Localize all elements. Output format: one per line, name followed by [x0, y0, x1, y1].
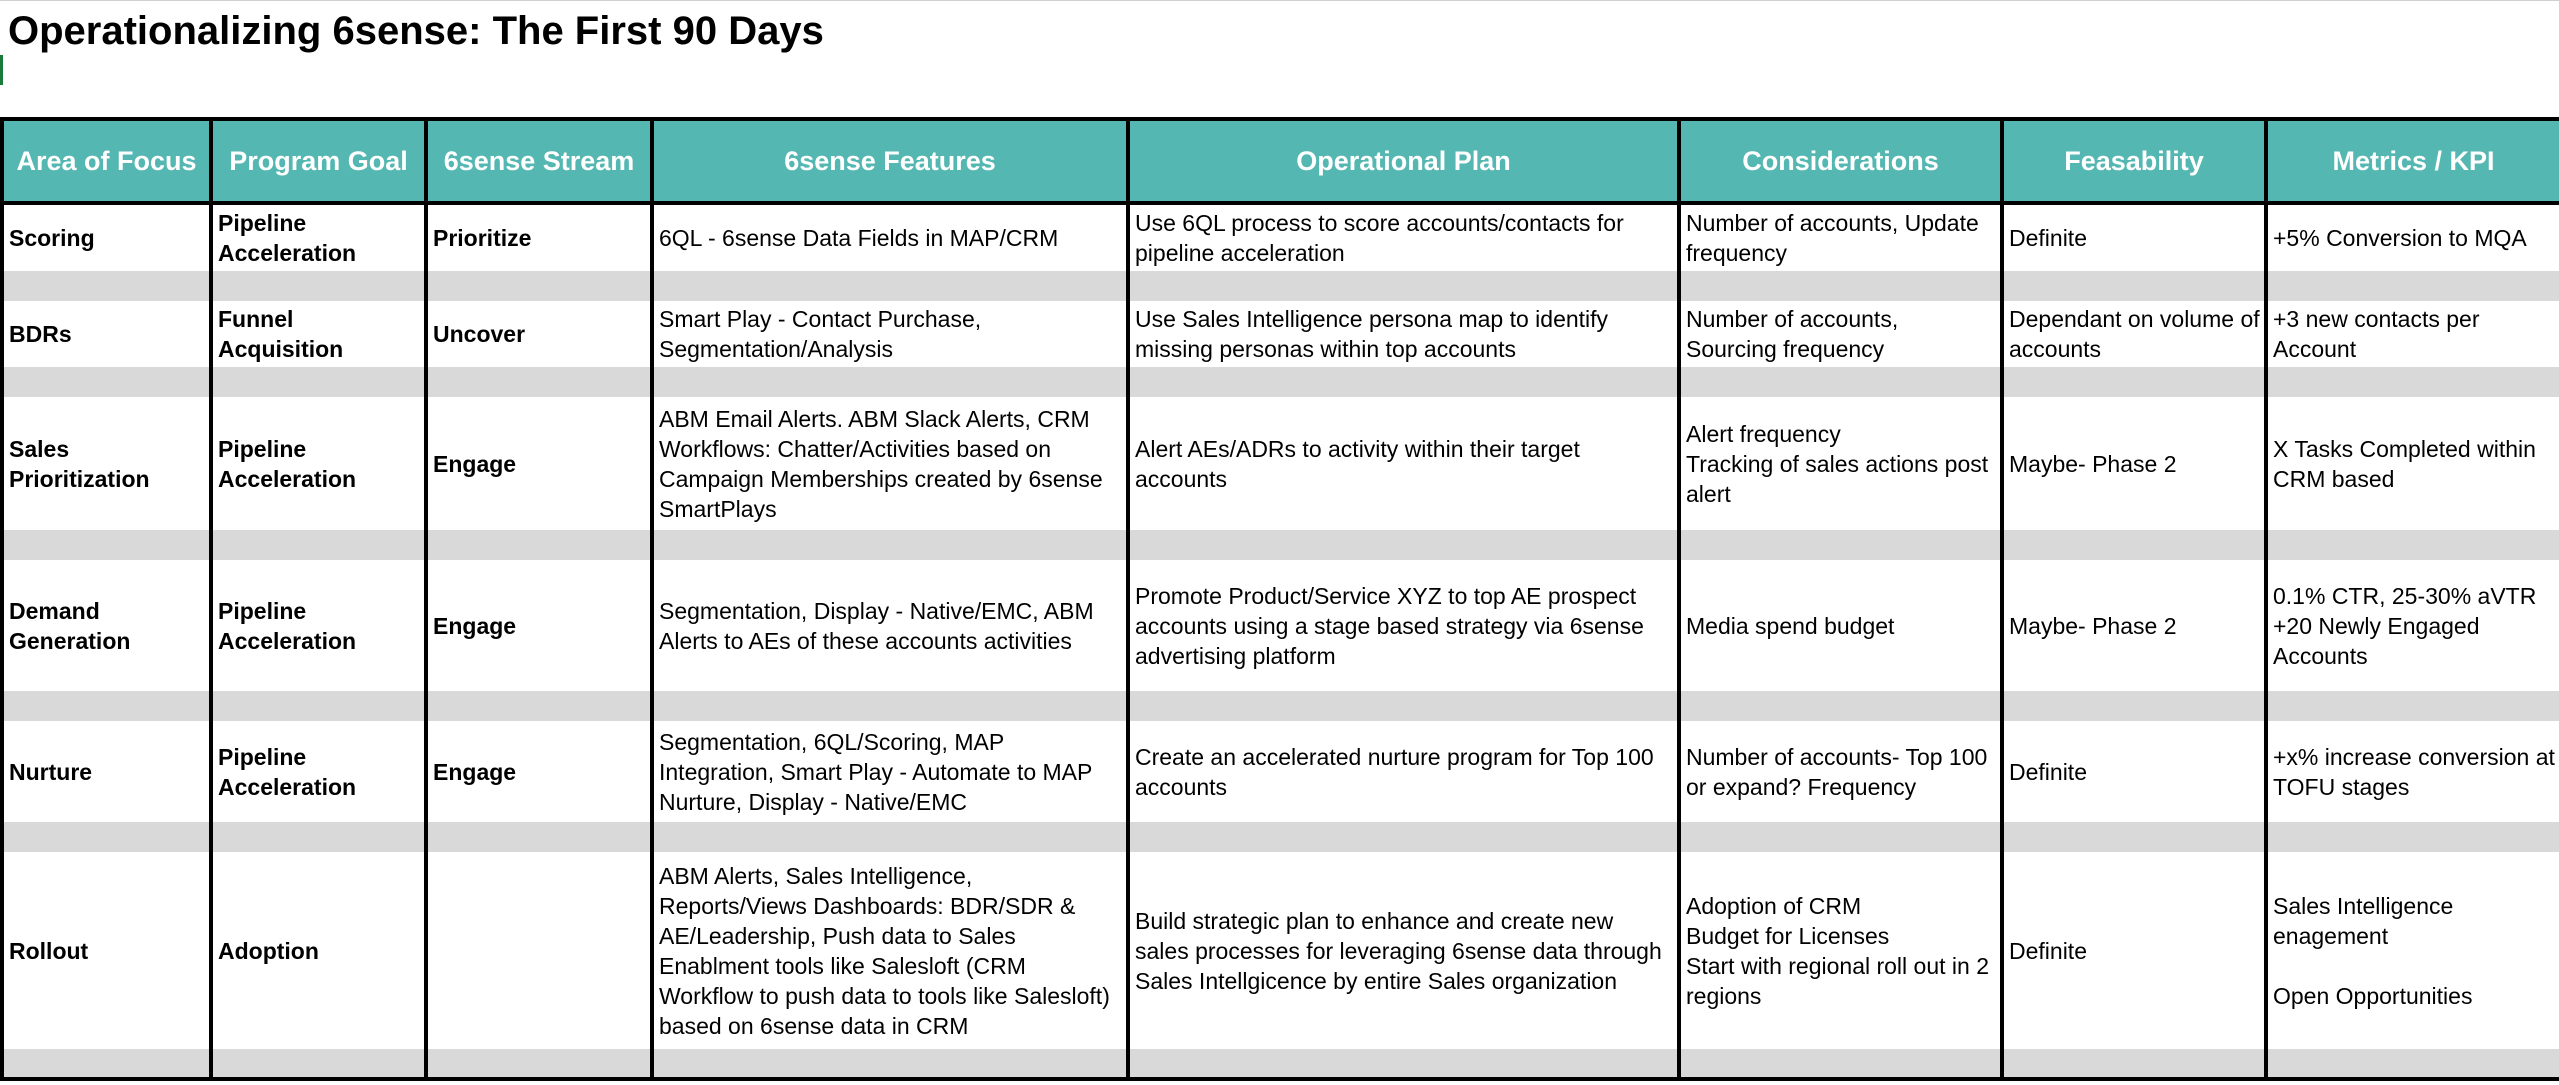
cell-6sense-stream[interactable]: Engage	[426, 397, 652, 530]
spacer-cell	[2002, 271, 2266, 301]
spacer-cell	[2002, 530, 2266, 560]
cell-operational-plan[interactable]: Build strategic plan to enhance and create new sales processes for leveraging 6sense data through Sales Intellgicence by entire Sales organization	[1128, 852, 1679, 1049]
plan-table	[0, 117, 2559, 1081]
spacer-cell	[211, 691, 426, 721]
header-metrics-kpi[interactable]: Metrics / KPI	[2266, 119, 2559, 203]
spacer-cell	[1128, 691, 1679, 721]
spacer-row	[2, 822, 2559, 852]
header-considerations[interactable]: Considerations	[1679, 119, 2002, 203]
cell-metrics-kpi[interactable]: +3 new contacts per Account	[2266, 301, 2559, 367]
spacer-cell	[2266, 530, 2559, 560]
active-cell-marker	[0, 55, 3, 85]
cell-considerations[interactable]: Number of accounts, Update frequency	[1679, 203, 2002, 271]
spacer-cell	[652, 1049, 1128, 1079]
cell-feasibility[interactable]: Definite	[2002, 721, 2266, 822]
cell-area-of-focus[interactable]: Rollout	[2, 852, 211, 1049]
cell-6sense-stream[interactable]: Uncover	[426, 301, 652, 367]
spacer-row	[2, 691, 2559, 721]
cell-feasibility[interactable]: Dependant on volume of accounts	[2002, 301, 2266, 367]
table-body	[2, 203, 2559, 1079]
table-row	[2, 560, 2559, 691]
cell-operational-plan[interactable]: Use Sales Intelligence persona map to identify missing personas within top accounts	[1128, 301, 1679, 367]
cell-6sense-features[interactable]: ABM Email Alerts. ABM Slack Alerts, CRM Workflows: Chatter/Activities based on Campaign Memberships created by 6sense SmartPlays	[652, 397, 1128, 530]
cell-6sense-stream[interactable]	[426, 852, 652, 1049]
cell-6sense-features[interactable]: Segmentation, Display - Native/EMC, ABM Alerts to AEs of these accounts activities	[652, 560, 1128, 691]
cell-considerations[interactable]: Adoption of CRM Budget for Licenses Start with regional roll out in 2 regions	[1679, 852, 2002, 1049]
cell-area-of-focus[interactable]: BDRs	[2, 301, 211, 367]
cell-program-goal[interactable]: Pipeline Acceleration	[211, 203, 426, 271]
spacer-cell	[2, 691, 211, 721]
spacer-cell	[1128, 530, 1679, 560]
header-operational-plan[interactable]: Operational Plan	[1128, 119, 1679, 203]
spacer-cell	[426, 1049, 652, 1079]
cell-program-goal[interactable]: Pipeline Acceleration	[211, 721, 426, 822]
spacer-cell	[1679, 691, 2002, 721]
spacer-cell	[1128, 271, 1679, 301]
header-area-of-focus[interactable]: Area of Focus	[2, 119, 211, 203]
spacer-cell	[1679, 530, 2002, 560]
cell-feasibility[interactable]: Maybe- Phase 2	[2002, 560, 2266, 691]
spacer-cell	[2266, 271, 2559, 301]
spacer-cell	[2, 822, 211, 852]
cell-metrics-kpi[interactable]: 0.1% CTR, 25-30% aVTR +20 Newly Engaged Accounts	[2266, 560, 2559, 691]
cell-program-goal[interactable]: Adoption	[211, 852, 426, 1049]
cell-considerations[interactable]: Number of accounts- Top 100 or expand? Frequency	[1679, 721, 2002, 822]
header-row	[2, 119, 2559, 203]
spacer-cell	[211, 367, 426, 397]
spacer-cell	[211, 1049, 426, 1079]
spacer-cell	[2, 1049, 211, 1079]
cell-metrics-kpi[interactable]: +x% increase conversion at TOFU stages	[2266, 721, 2559, 822]
spacer-cell	[1679, 367, 2002, 397]
spacer-cell	[1128, 367, 1679, 397]
table-row	[2, 301, 2559, 367]
cell-operational-plan[interactable]: Promote Product/Service XYZ to top AE prospect accounts using a stage based strategy via 6sense advertising platform	[1128, 560, 1679, 691]
cell-metrics-kpi[interactable]: X Tasks Completed within CRM based	[2266, 397, 2559, 530]
spacer-cell	[652, 367, 1128, 397]
spacer-cell	[426, 367, 652, 397]
cell-program-goal[interactable]: Pipeline Acceleration	[211, 397, 426, 530]
spacer-cell	[211, 271, 426, 301]
cell-considerations[interactable]: Alert frequency Tracking of sales actions post alert	[1679, 397, 2002, 530]
table-row	[2, 397, 2559, 530]
header-6sense-features[interactable]: 6sense Features	[652, 119, 1128, 203]
spacer-cell	[652, 691, 1128, 721]
cell-considerations[interactable]: Media spend budget	[1679, 560, 2002, 691]
cell-6sense-features[interactable]: Smart Play - Contact Purchase, Segmentation/Analysis	[652, 301, 1128, 367]
cell-area-of-focus[interactable]: Scoring	[2, 203, 211, 271]
spacer-row	[2, 271, 2559, 301]
spacer-cell	[2002, 822, 2266, 852]
spacer-cell	[652, 530, 1128, 560]
cell-operational-plan[interactable]: Alert AEs/ADRs to activity within their target accounts	[1128, 397, 1679, 530]
table-row	[2, 721, 2559, 822]
spacer-cell	[2002, 691, 2266, 721]
spacer-row	[2, 1049, 2559, 1079]
header-program-goal[interactable]: Program Goal	[211, 119, 426, 203]
cell-area-of-focus[interactable]: Sales Prioritization	[2, 397, 211, 530]
cell-6sense-stream[interactable]: Engage	[426, 721, 652, 822]
spacer-cell	[211, 822, 426, 852]
spacer-cell	[1128, 822, 1679, 852]
spacer-row	[2, 367, 2559, 397]
spacer-cell	[2266, 367, 2559, 397]
spacer-row	[2, 530, 2559, 560]
spacer-cell	[426, 691, 652, 721]
cell-feasibility[interactable]: Definite	[2002, 852, 2266, 1049]
spacer-cell	[2002, 1049, 2266, 1079]
cell-metrics-kpi[interactable]: Sales Intelligence enagement Open Opportunities	[2266, 852, 2559, 1049]
cell-6sense-features[interactable]: Segmentation, 6QL/Scoring, MAP Integration, Smart Play - Automate to MAP Nurture, Display - Native/EMC	[652, 721, 1128, 822]
cell-considerations[interactable]: Number of accounts, Sourcing frequency	[1679, 301, 2002, 367]
spacer-cell	[652, 271, 1128, 301]
cell-operational-plan[interactable]: Use 6QL process to score accounts/contacts for pipeline acceleration	[1128, 203, 1679, 271]
header-6sense-stream[interactable]: 6sense Stream	[426, 119, 652, 203]
spacer-cell	[2, 367, 211, 397]
cell-feasibility[interactable]: Maybe- Phase 2	[2002, 397, 2266, 530]
spacer-cell	[2002, 367, 2266, 397]
cell-program-goal[interactable]: Pipeline Acceleration	[211, 560, 426, 691]
spacer-cell	[211, 530, 426, 560]
cell-program-goal[interactable]: Funnel Acquisition	[211, 301, 426, 367]
cell-metrics-kpi[interactable]: +5% Conversion to MQA	[2266, 203, 2559, 271]
spacer-cell	[2, 530, 211, 560]
cell-6sense-features[interactable]: ABM Alerts, Sales Intelligence, Reports/Views Dashboards: BDR/SDR & AE/Leadership, Push data to Sales Enablment tools like Salesloft (CRM Workflow to push data to tools like Salesloft) based on 6sense data in CRM	[652, 852, 1128, 1049]
spacer-cell	[2, 271, 211, 301]
spacer-cell	[426, 530, 652, 560]
spacer-cell	[1128, 1049, 1679, 1079]
cell-6sense-features[interactable]: 6QL - 6sense Data Fields in MAP/CRM	[652, 203, 1128, 271]
spacer-cell	[652, 822, 1128, 852]
page-title: Operationalizing 6sense: The First 90 Days	[8, 9, 824, 53]
spacer-cell	[1679, 1049, 2002, 1079]
spacer-cell	[2266, 691, 2559, 721]
spacer-cell	[426, 271, 652, 301]
spacer-cell	[2266, 1049, 2559, 1079]
cell-area-of-focus[interactable]: Nurture	[2, 721, 211, 822]
cell-operational-plan[interactable]: Create an accelerated nurture program for Top 100 accounts	[1128, 721, 1679, 822]
spacer-cell	[1679, 822, 2002, 852]
spacer-cell	[2266, 822, 2559, 852]
spacer-cell	[1679, 271, 2002, 301]
header-feasibility[interactable]: Feasability	[2002, 119, 2266, 203]
cell-feasibility[interactable]: Definite	[2002, 203, 2266, 271]
table-row	[2, 852, 2559, 1049]
cell-area-of-focus[interactable]: Demand Generation	[2, 560, 211, 691]
spacer-cell	[426, 822, 652, 852]
table-row	[2, 203, 2559, 271]
cell-6sense-stream[interactable]: Prioritize	[426, 203, 652, 271]
cell-6sense-stream[interactable]: Engage	[426, 560, 652, 691]
